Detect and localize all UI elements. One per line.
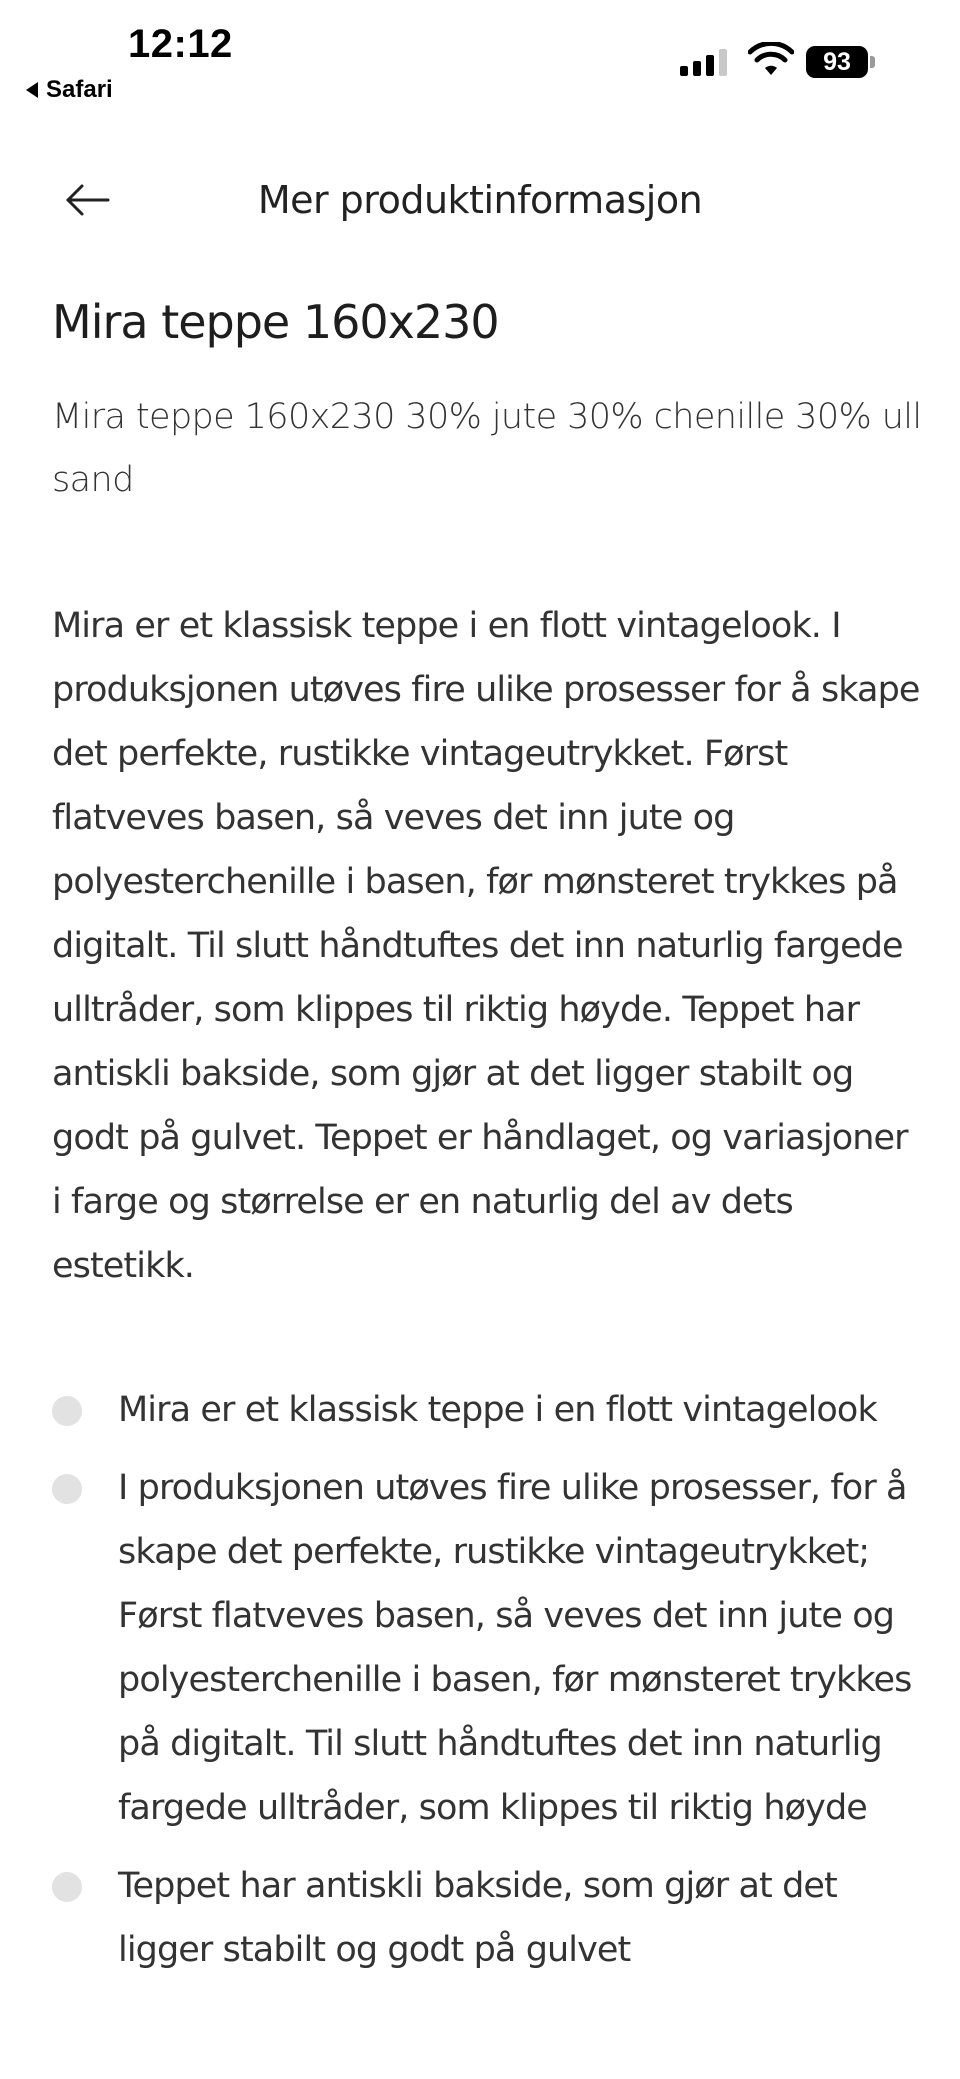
back-to-safari-link[interactable] xyxy=(26,76,113,104)
product-subtitle: Mira teppe 160x230 30% jute 30% chenille 30% ull sand xyxy=(52,397,922,500)
status-bar xyxy=(0,0,960,120)
back-app-label: Safari xyxy=(46,76,113,103)
bullet-dot-icon xyxy=(52,1396,82,1426)
product-title: Mira teppe 160x230 xyxy=(52,295,499,349)
feature-list xyxy=(52,1378,922,1982)
product-description: Mira er et klassisk teppe i en flott vintagelook. I produksjonen utøves fire ulike prosesser for å skape det perfekte, rustikke vintageutrykket. Først flatveves basen, så veves det inn jute og polyesterchenille i basen, før mønsteret trykkes på digitalt. Til slutt håndtuftes det inn naturlig fargede ulltråder, som klippes til riktig høyde. Teppet har antiskli bakside, som gjør at det ligger stabilt og godt på gulvet. Teppet er håndlaget, og variasjoner i farge og størrelse er en naturlig del av dets estetikk. xyxy=(52,606,920,1286)
feature-list-item xyxy=(52,1456,922,1840)
back-triangle-icon xyxy=(26,82,38,98)
product-info-content xyxy=(52,286,922,1996)
feature-list-item xyxy=(52,1854,922,1982)
feature-list-item xyxy=(52,1378,922,1442)
status-time: 12:12 xyxy=(128,22,233,66)
feature-text: Teppet har antiskli bakside, som gjør at det ligger stabilt og godt på gulvet xyxy=(118,1866,837,1970)
battery-level: 93 xyxy=(823,47,851,76)
cellular-signal-icon xyxy=(680,46,727,76)
battery-tip xyxy=(870,56,875,68)
feature-text: Mira er et klassisk teppe i en flott vintagelook xyxy=(118,1390,877,1430)
page-title: Mer produktinformasjon xyxy=(257,178,703,222)
wifi-icon xyxy=(748,42,794,78)
bullet-dot-icon xyxy=(52,1474,82,1504)
battery-icon xyxy=(806,46,868,78)
page-header xyxy=(0,160,960,246)
feature-text: I produksjonen utøves fire ulike prosesser, for å skape det perfekte, rustikke vintageutrykket; Først flatveves basen, så veves det inn jute og polyesterchenille i basen, før mønsteret trykkes på digitalt. Til slutt håndtuftes det inn naturlig fargede ulltråder, som klippes til riktig høyde xyxy=(118,1468,912,1828)
bullet-dot-icon xyxy=(52,1872,82,1902)
